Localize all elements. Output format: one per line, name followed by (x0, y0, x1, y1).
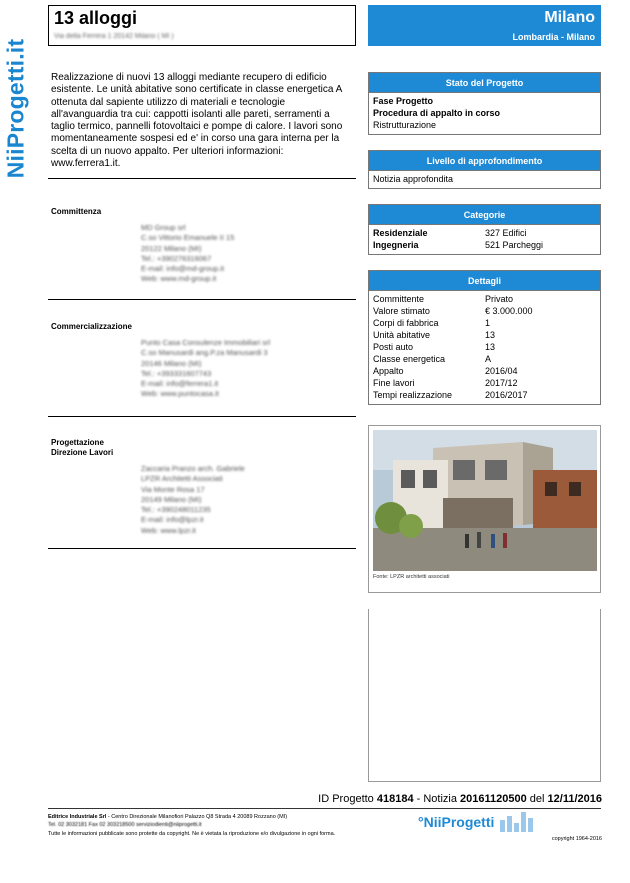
skyline-icon (500, 812, 533, 832)
project-id: 418184 (376, 793, 414, 805)
detail-row: Tempi realizzazione 2016/2017 (373, 390, 528, 400)
detail-row: Valore stimato € 3.000.000 (373, 306, 533, 316)
panel-header: Stato del Progetto (369, 73, 600, 93)
category-row: Residenziale 327 Edifici (373, 228, 527, 238)
category-row: Ingegneria 521 Parcheggi (373, 240, 544, 250)
location-box (368, 5, 601, 46)
contact-line: 20122 Milano (MI) (141, 243, 202, 253)
contact-line: 20146 Milano (MI) (141, 358, 202, 368)
contact-line: MD Group srl (141, 223, 186, 232)
contact-line: C.so Manusardi ang.P.za Manusardi 3 (141, 348, 268, 358)
photo-frame (368, 425, 601, 593)
contact-line: E-mail: info@lpzr.it (141, 515, 204, 525)
side-logo (3, 8, 29, 208)
divider (48, 178, 356, 179)
detail-row: Corpi di fabbrica 1 (373, 318, 491, 328)
detail-row: Committente Privato (373, 294, 514, 304)
contact-line: E-mail: info@ferrera1.it (141, 379, 219, 389)
phase-value: Procedura di appalto in corso (373, 108, 501, 118)
id-line (318, 793, 602, 805)
notizia-label: - Notizia (416, 793, 457, 805)
intervention-type: Ristrutturazione (373, 120, 437, 130)
contact-line: 20149 Milano (MI) (141, 494, 202, 504)
publisher-contacts: Tel. 02 3032181 Fax 02 303218500 serviziodienti@niiprogetti.it (48, 822, 202, 829)
panel-header: Categorie (369, 205, 600, 225)
detail-row: Appalto 2016/04 (373, 366, 518, 376)
side-logo-text: NiiProgetti.it (2, 38, 29, 178)
notizia-id: 20161120500 (460, 793, 527, 805)
entity-committenza (51, 207, 351, 285)
phase-label: Fase Progetto (373, 96, 434, 106)
categorie-panel (368, 204, 601, 255)
copyright: copyright 1964-2016 (551, 836, 602, 842)
contact-line: Web: www.md-group.it (141, 274, 217, 284)
entity-contact (141, 338, 351, 400)
entity-commercializzazione (51, 322, 351, 400)
project-address: Via della Ferrera 1 20142 Milano ( MI ) (54, 33, 174, 40)
contact-line: Web: www.puntocasa.it (141, 389, 219, 399)
footer-logo (418, 812, 533, 832)
detail-row: Classe energetica A (373, 354, 492, 364)
id-label: ID Progetto (318, 793, 374, 805)
contact-line: LPZR Architetti Associati (141, 474, 223, 484)
detail-level: Notizia approfondita (373, 174, 454, 184)
livello-panel (368, 150, 601, 189)
contact-line: E-mail: info@md-group.it (141, 264, 225, 274)
entity-role: Committenza (51, 207, 102, 216)
panel-header: Livello di approfondimento (369, 151, 600, 171)
footer-logo-text: °NiiProgetti (418, 814, 495, 830)
contact-line: Via Monte Rosa 17 (141, 484, 205, 494)
project-title: 13 alloggi (54, 8, 138, 28)
photo-caption: Fonte: LPZR architetti associati (373, 574, 450, 580)
contact-line: Tel.: +390248011235 (141, 505, 211, 515)
footer-divider (48, 808, 601, 809)
project-description: Realizzazione di nuovi 13 alloggi mediante recupero di edificio esistente. Le unità abitative sono certificate in classe energetica A ottenuta dal sapiente utilizzo di materiali e tecnologie all'avanguardia tra cui: cappotti isolanti alle pareti, serramenti a taglio termico, pannelli fotovoltaici e pompe di calore. I lavori sono momentaneamente sospesi ed e' in corso una gara interna per la scelta di un nuovo appalto. Per ulteriori informazioni: www.ferrera1.it. (51, 72, 343, 170)
entity-role-2: Direzione Lavori (51, 448, 114, 457)
contact-line: Web: www.lpzr.it (141, 525, 196, 535)
divider (48, 299, 356, 300)
entity-contact (141, 464, 351, 536)
building-render-image (373, 430, 597, 571)
dettagli-panel (368, 270, 601, 405)
stato-panel (368, 72, 601, 135)
del-label: del (529, 793, 545, 805)
entity-contact (141, 223, 351, 285)
city: Milano (544, 9, 595, 26)
contact-line: C.so Vittorio Emanuele II 15 (141, 233, 235, 243)
contact-line: Zaccaria Pranzo arch. Gabriele (141, 464, 245, 473)
entity-role: Progettazione (51, 438, 104, 447)
contact-line: Tel.: +390276316067 (141, 253, 212, 263)
entity-progettazione (51, 438, 351, 536)
divider (48, 416, 356, 417)
contact-line: Punto Casa Consulenze Immobiliari srl (141, 338, 271, 347)
empty-column-box (368, 609, 601, 782)
detail-row: Fine lavori 2017/12 (373, 378, 518, 388)
entity-role: Commercializzazione (51, 322, 132, 331)
contact-line: Tel.: +393331607743 (141, 368, 212, 378)
notizia-date: 12/11/2016 (547, 793, 602, 805)
panel-header: Dettagli (369, 271, 600, 291)
divider (48, 548, 356, 549)
rights-notice: Tutte le informazioni pubblicate sono protette da copyright. Ne è vietata la riproduzione e/o divulgazione in ogni forma. (48, 830, 336, 837)
detail-row: Unità abitative 13 (373, 330, 496, 340)
publisher-address: - Centro Direzionale Milanofiori Palazzo Q8 Strada 4 20089 Rozzano (MI) (106, 814, 288, 820)
region: Lombardia - Milano (512, 32, 595, 42)
publisher: Editrice Industriale Srl (48, 814, 107, 820)
detail-row: Posti auto 13 (373, 342, 496, 352)
title-box (48, 5, 356, 46)
footer (48, 813, 428, 838)
